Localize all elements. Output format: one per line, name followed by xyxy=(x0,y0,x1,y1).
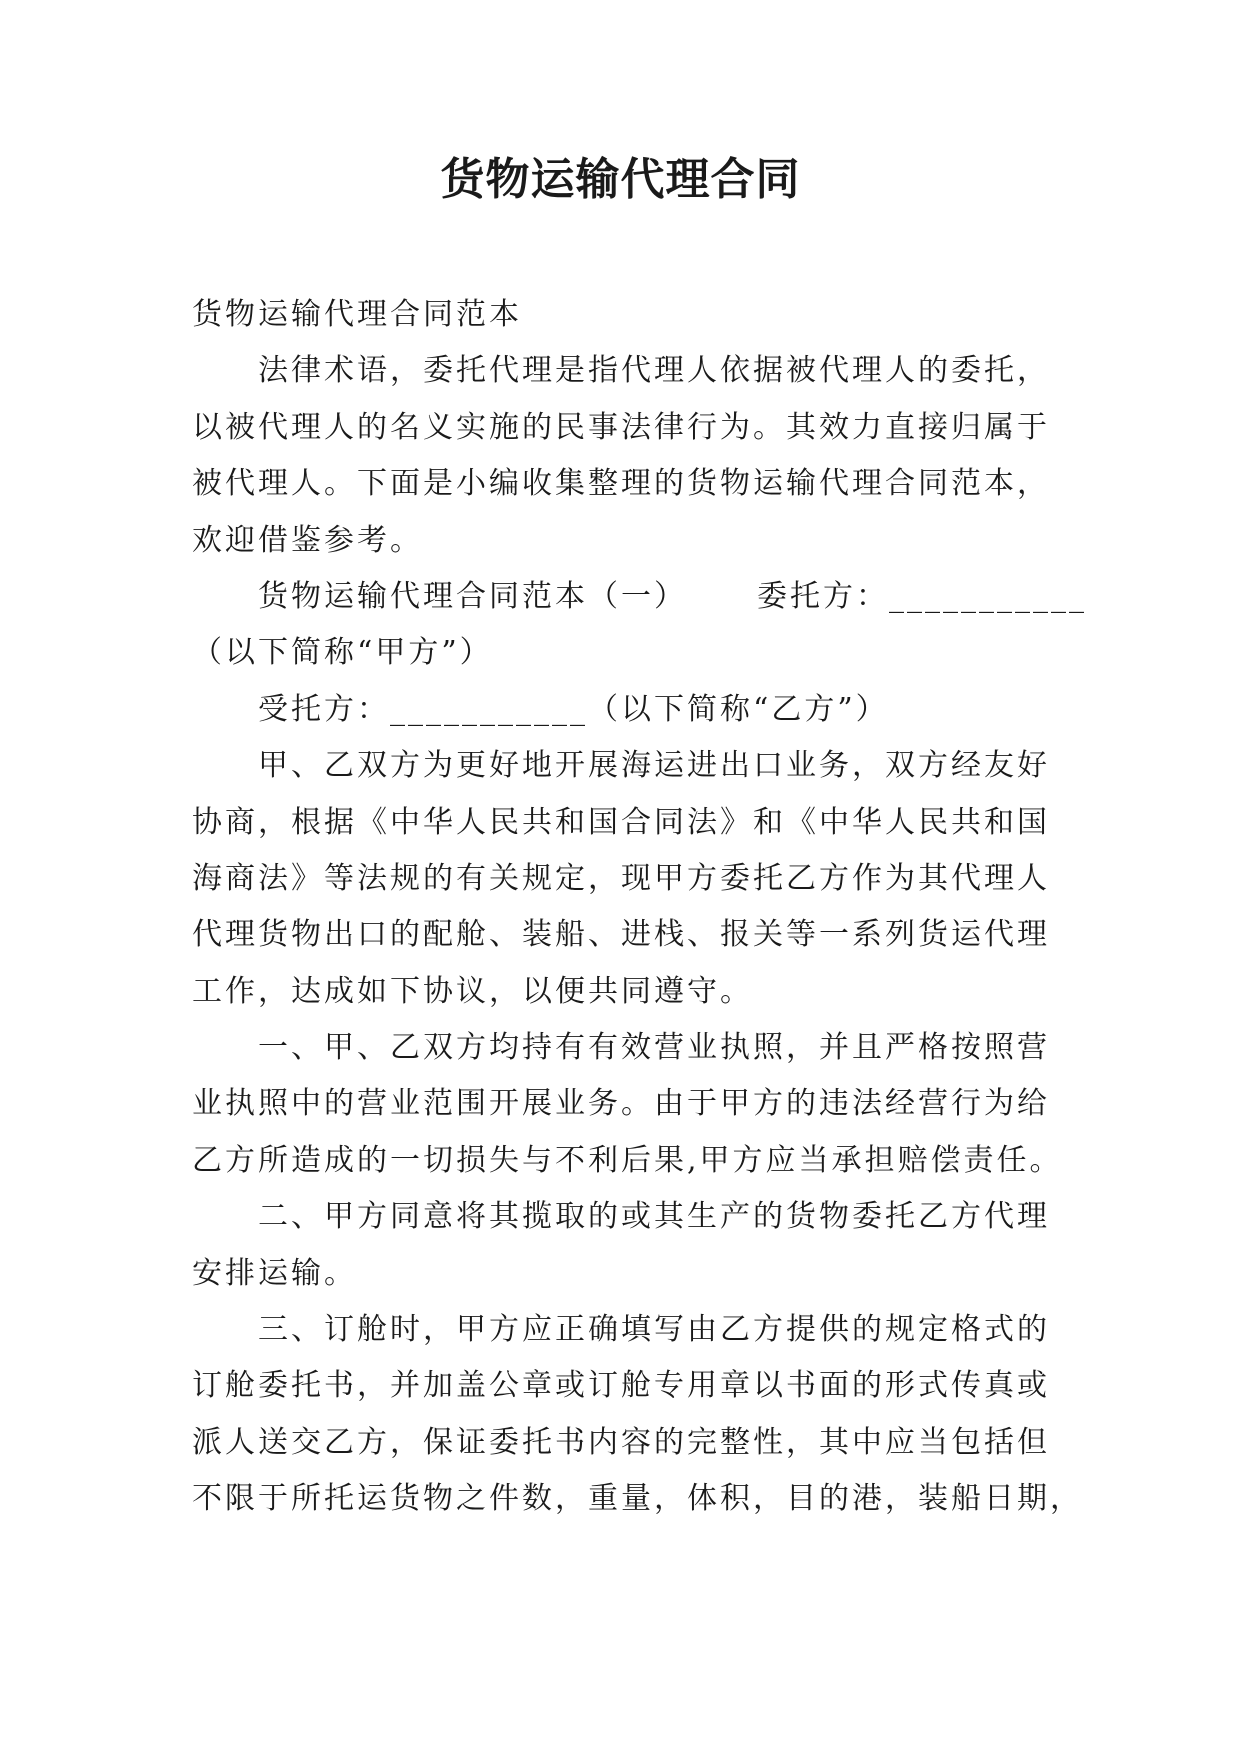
intro-line-2: 以被代理人的名义实施的民事法律行为。其效力直接归属于 xyxy=(192,409,1050,445)
subtitle: 货物运输代理合同范本 xyxy=(192,297,522,332)
clause1-line-3: 乙方所造成的一切损失与不利后果,甲方应当承担赔偿责任。 xyxy=(192,1142,1063,1178)
principal-label: 委托方：___________ xyxy=(757,578,1087,614)
clause3-line-1: 三、订舱时，甲方应正确填写由乙方提供的规定格式的 xyxy=(258,1312,1050,1348)
principal-note: （以下简称“甲方”） xyxy=(192,635,493,671)
agent-line: 受托方：___________（以下简称“乙方”） xyxy=(258,691,889,727)
intro-line-1: 法律术语，委托代理是指代理人依据被代理人的委托， xyxy=(258,353,1050,389)
sample-heading: 货物运输代理合同范本（一） xyxy=(258,578,687,614)
preamble-line-2: 协商，根据《中华人民共和国合同法》和《中华人民共和国 xyxy=(192,804,1050,840)
clause1-line-1: 一、甲、乙双方均持有有效营业执照，并且严格按照营 xyxy=(258,1030,1050,1066)
preamble-line-5: 工作，达成如下协议，以便共同遵守。 xyxy=(192,973,753,1009)
clause3-line-3: 派人送交乙方，保证委托书内容的完整性，其中应当包括但 xyxy=(192,1424,1050,1460)
preamble-line-4: 代理货物出口的配舱、装船、进栈、报关等一系列货运代理 xyxy=(192,917,1050,953)
clause3-line-4: 不限于所托运货物之件数，重量，体积，目的港，装船日期， xyxy=(192,1481,1083,1517)
clause1-line-2: 业执照中的营业范围开展业务。由于甲方的违法经营行为给 xyxy=(192,1086,1050,1122)
intro-line-4: 欢迎借鉴参考。 xyxy=(192,522,423,558)
intro-line-3: 被代理人。下面是小编收集整理的货物运输代理合同范本， xyxy=(192,466,1050,502)
sample-heading-line xyxy=(192,569,1087,625)
document-body xyxy=(192,287,1087,1528)
clause3-line-2: 订舱委托书，并加盖公章或订舱专用章以书面的形式传真或 xyxy=(192,1368,1050,1404)
preamble-line-1: 甲、乙双方为更好地开展海运进出口业务，双方经友好 xyxy=(258,748,1050,784)
clause2-line-1: 二、甲方同意将其揽取的或其生产的货物委托乙方代理 xyxy=(258,1199,1050,1235)
preamble-line-3: 海商法》等法规的有关规定，现甲方委托乙方作为其代理人 xyxy=(192,860,1050,896)
clause2-line-2: 安排运输。 xyxy=(192,1255,357,1291)
document-title: 货物运输代理合同 xyxy=(440,154,801,205)
